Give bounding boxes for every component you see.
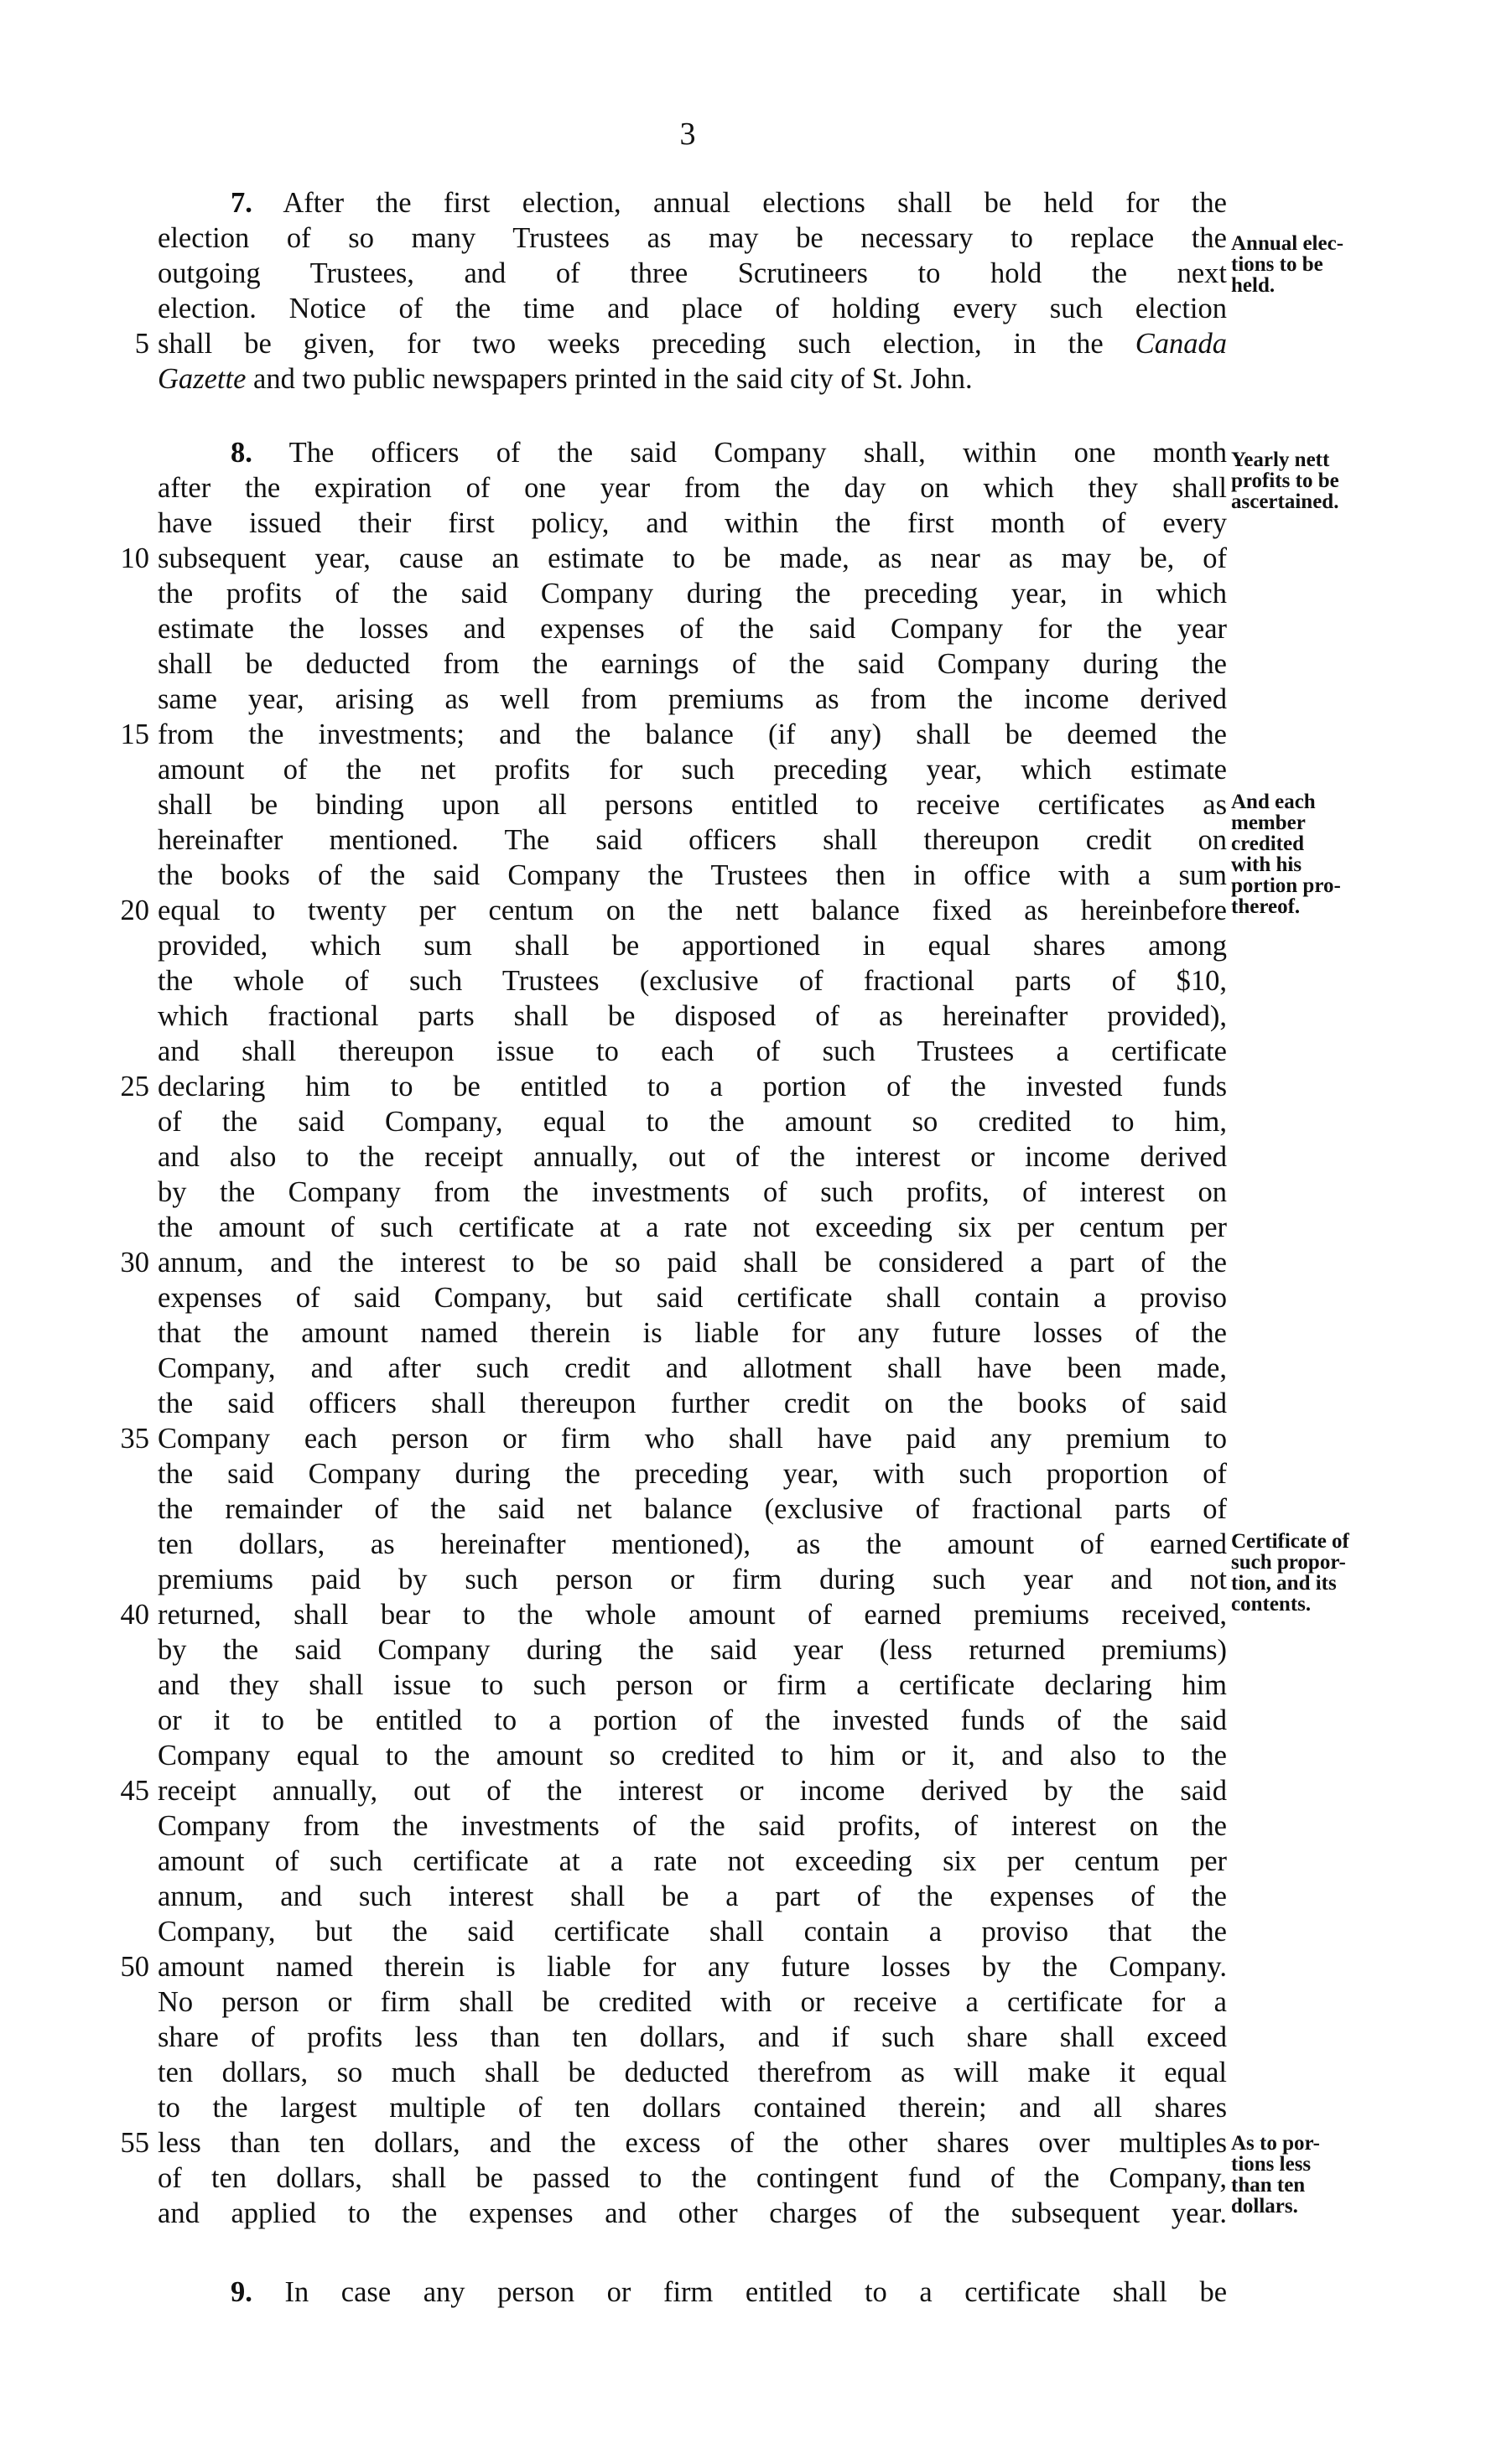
- section-8-line: have issued their first policy, and within the first month of every: [158, 507, 1227, 539]
- section-8-line: ten dollars, as hereinafter mentioned), as the amount of earned: [158, 1528, 1227, 1560]
- section-8-line: the whole of such Trustees (exclusive of fractional parts of $10,: [158, 965, 1227, 997]
- section-8-line: receipt annually, out of the interest or income derived by the said: [158, 1775, 1227, 1807]
- section-7-line-4: election. Notice of the time and place of holding every such election: [158, 293, 1227, 324]
- section-8-line: subsequent year, cause an estimate to be made, as near as may be, of: [158, 542, 1227, 574]
- section-8-line: the profits of the said Company during the preceding year, in which: [158, 578, 1227, 610]
- section-8-line: Company, but the said certificate shall contain a proviso that the: [158, 1916, 1227, 1948]
- line-number: 40: [120, 1599, 149, 1631]
- section-8-line: of the said Company, equal to the amount so credited to him,: [158, 1106, 1227, 1138]
- section-8-number: 8.: [231, 437, 252, 469]
- line-number: 20: [120, 895, 149, 926]
- section-8-line: hereinafter mentioned. The said officers shall thereupon credit on: [158, 824, 1227, 856]
- section-8-line: and shall thereupon issue to each of such Trustees a certificate: [158, 1035, 1227, 1067]
- section-8-line: Company, and after such credit and allotment shall have been made,: [158, 1352, 1227, 1384]
- section-8-line: annum, and the interest to be so paid shall be considered a part of the: [158, 1247, 1227, 1279]
- section-8-line: and they shall issue to such person or firm a certificate declaring him: [158, 1669, 1227, 1701]
- section-8-line: returned, shall bear to the whole amount of earned premiums received,: [158, 1599, 1227, 1631]
- section-9-number: 9.: [231, 2276, 252, 2308]
- section-9-line-1: 9. In case any person or firm entitled to a certificate shall be: [231, 2276, 1228, 2308]
- section-7-line-2: election of so many Trustees as may be necessary to replace the: [158, 222, 1227, 254]
- section-8-line: the said Company during the preceding year, with such proportion of: [158, 1458, 1227, 1490]
- line-number: 35: [120, 1423, 149, 1455]
- section-8-line: to the largest multiple of ten dollars contained therein; and all shares: [158, 2092, 1227, 2124]
- section-8-line: less than ten dollars, and the excess of the other shares over multiples: [158, 2127, 1227, 2159]
- line-number: 25: [120, 1071, 149, 1102]
- section-8-line: annum, and such interest shall be a part of the expenses of the: [158, 1880, 1227, 1912]
- section-8-line: Company from the investments of the said profits, of interest on the: [158, 1810, 1227, 1842]
- line-number: 50: [120, 1951, 149, 1983]
- section-8-line: from the investments; and the balance (if any) shall be deemed the: [158, 718, 1227, 750]
- margin-note-as-to-portions: As to por- tions less than ten dollars.: [1231, 2132, 1321, 2218]
- section-8-line: and applied to the expenses and other charges of the subsequent year.: [158, 2197, 1227, 2229]
- section-8-line: by the said Company during the said year (less returned premiums): [158, 1634, 1227, 1666]
- section-7-line-1: 7. After the first election, annual elections shall be held for the: [231, 187, 1227, 219]
- section-8-line: Company equal to the amount so credited to him or it, and also to the: [158, 1740, 1227, 1771]
- line-number: 5: [134, 328, 149, 360]
- section-8-line: the books of the said Company the Trustees then in office with a sum: [158, 859, 1227, 891]
- section-8-line: amount of the net profits for such preceding year, which estimate: [158, 754, 1227, 786]
- section-8-line: which fractional parts shall be disposed of as hereinafter provided),: [158, 1000, 1227, 1032]
- section-8-line: same year, arising as well from premiums as from the income derived: [158, 683, 1227, 715]
- section-8-line: ten dollars, so much shall be deducted therefrom as will make it equal: [158, 2057, 1227, 2088]
- section-8-line: the said officers shall thereupon further credit on the books of said: [158, 1388, 1227, 1419]
- section-8-line: expenses of said Company, but said certificate shall contain a proviso: [158, 1282, 1227, 1314]
- line-number: 55: [120, 2127, 149, 2159]
- section-8-line: provided, which sum shall be apportioned in equal shares among: [158, 930, 1227, 962]
- section-8-line: after the expiration of one year from the day on which they shall: [158, 472, 1227, 504]
- section-8-line: or it to be entitled to a portion of the invested funds of the said: [158, 1704, 1227, 1736]
- margin-note-and-each-member: And each member credited with his portion pro- thereof.: [1231, 791, 1341, 918]
- section-8-line: share of profits less than ten dollars, and if such share shall exceed: [158, 2021, 1227, 2053]
- section-7-line-3: outgoing Trustees, and of three Scrutineers to hold the next: [158, 257, 1227, 289]
- line-number: 45: [120, 1775, 149, 1807]
- section-7-number: 7.: [231, 187, 252, 219]
- section-7-line-5: shall be given, for two weeks preceding such election, in the Canada: [158, 328, 1227, 360]
- section-8-line: amount named therein is liable for any future losses by the Company.: [158, 1951, 1227, 1983]
- margin-note-certificate: Certificate of such propor- tion, and its contents.: [1231, 1530, 1349, 1616]
- section-8-line-1: 8. The officers of the said Company shall, within one month: [231, 437, 1227, 469]
- section-8-line: equal to twenty per centum on the nett balance fixed as hereinbefore: [158, 895, 1227, 926]
- section-8-line: by the Company from the investments of such profits, of interest on: [158, 1176, 1227, 1208]
- section-8-line: declaring him to be entitled to a portion of the invested funds: [158, 1071, 1227, 1102]
- section-8-line: No person or firm shall be credited with or receive a certificate for a: [158, 1986, 1227, 2018]
- section-8-line: estimate the losses and expenses of the said Company for the year: [158, 613, 1227, 645]
- section-8-line: Company each person or firm who shall have paid any premium to: [158, 1423, 1227, 1455]
- section-8-line: shall be deducted from the earnings of the said Company during the: [158, 648, 1227, 680]
- section-8-line: and also to the receipt annually, out of the interest or income derived: [158, 1141, 1227, 1173]
- margin-note-yearly-nett: Yearly nett profits to be ascertained.: [1231, 449, 1339, 513]
- section-7-line-6: Gazette and two public newspapers printed in the said city of St. John.: [158, 363, 973, 395]
- section-8-line: shall be binding upon all persons entitled to receive certificates as: [158, 789, 1227, 821]
- line-number: 30: [120, 1247, 149, 1279]
- line-number: 15: [120, 718, 149, 750]
- line-number: 10: [120, 542, 149, 574]
- section-8-line: premiums paid by such person or firm during such year and not: [158, 1564, 1227, 1595]
- section-8-line: the amount of such certificate at a rate not exceeding six per centum per: [158, 1211, 1227, 1243]
- section-8-line: amount of such certificate at a rate not exceeding six per centum per: [158, 1845, 1227, 1877]
- section-8-line: the remainder of the said net balance (exclusive of fractional parts of: [158, 1493, 1227, 1525]
- page-number: 3: [679, 117, 696, 152]
- margin-note-annual-elections: Annual elec- tions to be held.: [1231, 232, 1344, 297]
- section-8-line: of ten dollars, shall be passed to the contingent fund of the Company,: [158, 2162, 1227, 2194]
- section-8-line: that the amount named therein is liable for any future losses of the: [158, 1317, 1227, 1349]
